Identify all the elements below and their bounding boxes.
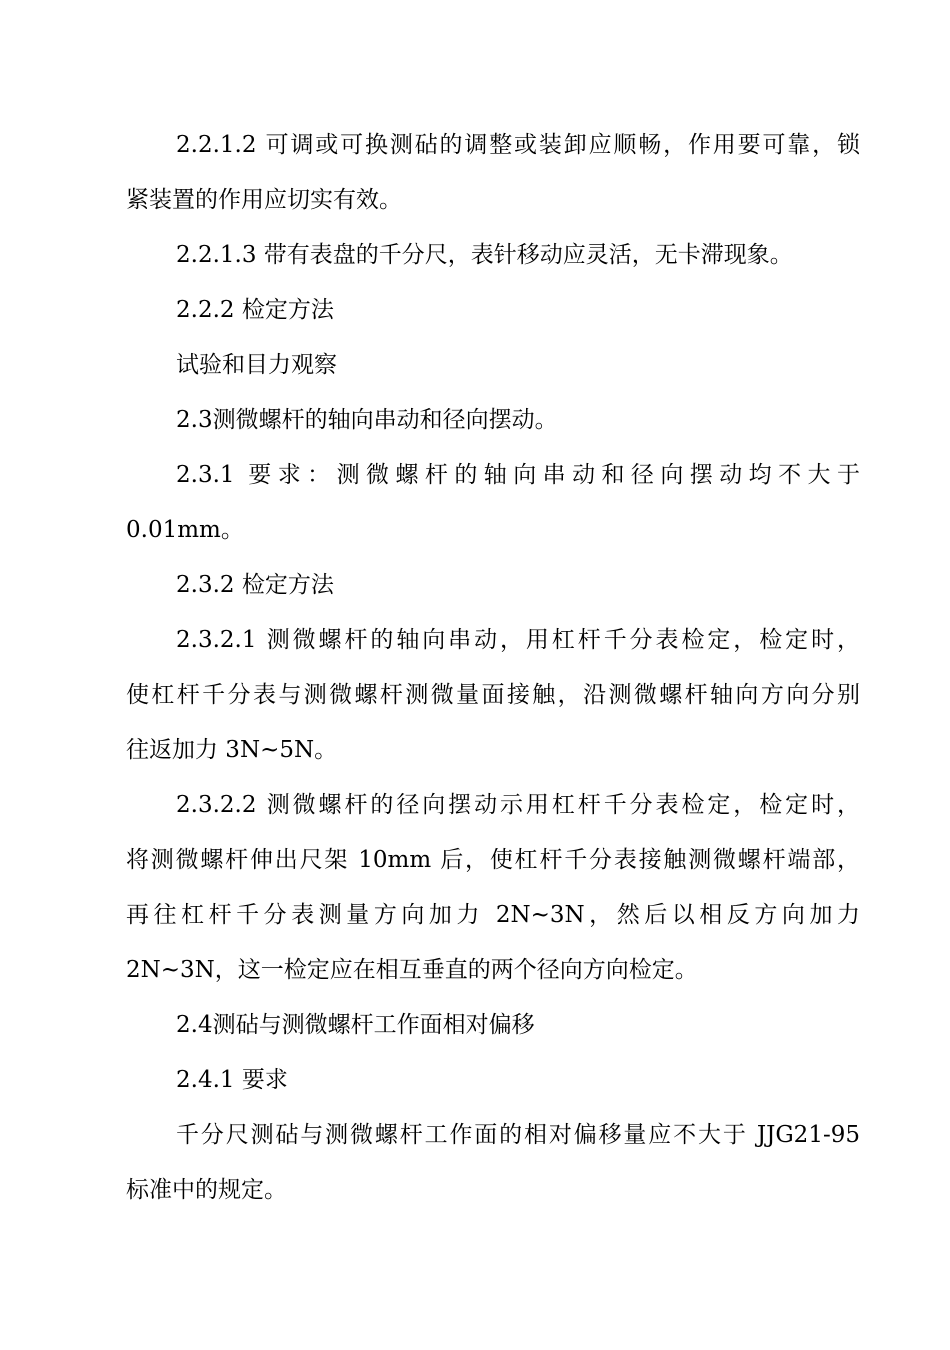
paragraph-observation: 试验和目力观察 — [176, 352, 337, 378]
paragraph-2-3-2-1-line-1: 2.3.2.1 测微螺杆的轴向串动，用杠杆千分表检定，检定时， — [176, 627, 860, 653]
paragraph-2-3-1-line-1: 2.3.1 要求：测微螺杆的轴向串动和径向摆动均不大于 — [176, 462, 860, 488]
paragraph-2-3-2-2-line-2: 将测微螺杆伸出尺架 10mm 后，使杠杆千分表接触测微螺杆端部， — [126, 847, 860, 873]
heading-2-2-2: 2.2.2 检定方法 — [176, 297, 334, 323]
paragraph-2-3-2-2-line-4: 2N~3N，这一检定应在相互垂直的两个径向方向检定。 — [126, 957, 698, 983]
paragraph-2-3-1-line-2: 0.01mm。 — [126, 517, 244, 543]
paragraph-2-3-2-1-line-2: 使杠杆千分表与测微螺杆测微量面接触，沿测微螺杆轴向方向分别 — [126, 682, 860, 708]
paragraph-2-2-1-2-line-1: 2.2.1.2 可调或可换测砧的调整或装卸应顺畅，作用要可靠，锁 — [176, 132, 860, 158]
paragraph-2-4-1-line-2: 标准中的规定。 — [126, 1177, 287, 1203]
paragraph-2-4-1-line-1: 千分尺测砧与测微螺杆工作面的相对偏移量应不大于 JJG21-95 — [176, 1122, 860, 1148]
heading-2-3: 2.3测微螺杆的轴向串动和径向摆动。 — [176, 407, 558, 433]
heading-2-3-2: 2.3.2 检定方法 — [176, 572, 334, 598]
paragraph-2-3-2-2-line-1: 2.3.2.2 测微螺杆的径向摆动示用杠杆千分表检定，检定时， — [176, 792, 860, 818]
heading-2-4-1: 2.4.1 要求 — [176, 1067, 288, 1093]
heading-2-4: 2.4测砧与测微螺杆工作面相对偏移 — [176, 1012, 535, 1038]
paragraph-2-3-2-2-line-3: 再往杠杆千分表测量方向加力 2N~3N，然后以相反方向加力 — [126, 902, 860, 928]
paragraph-2-3-2-1-line-3: 往返加力 3N~5N。 — [126, 737, 338, 763]
paragraph-2-2-1-2-line-2: 紧装置的作用应切实有效。 — [126, 187, 402, 213]
paragraph-2-2-1-3: 2.2.1.3 带有表盘的千分尺，表针移动应灵活，无卡滞现象。 — [176, 242, 793, 268]
